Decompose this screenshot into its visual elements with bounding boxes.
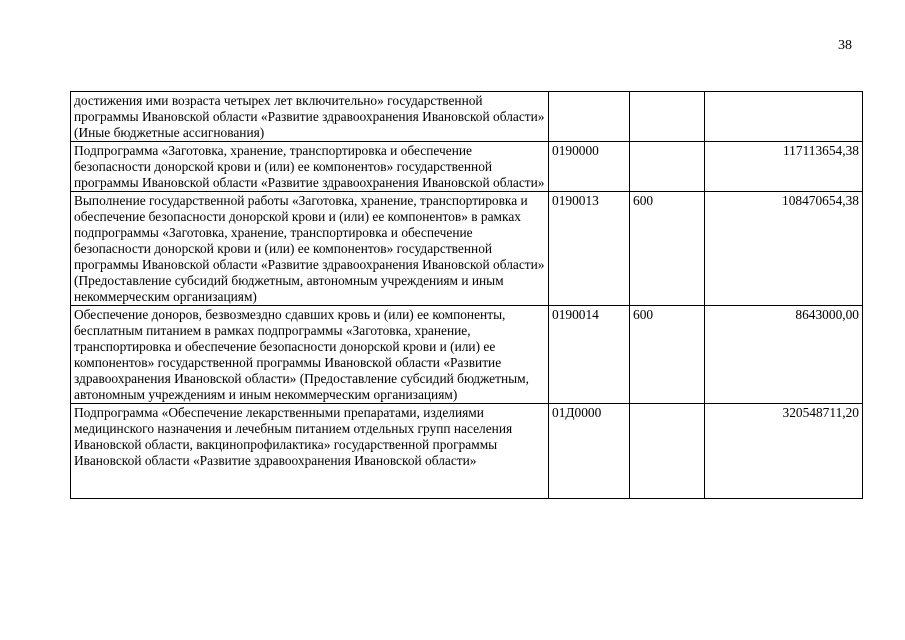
row-amount: 320548711,20 <box>705 404 863 499</box>
row-amount: 8643000,00 <box>705 306 863 404</box>
row-type <box>630 142 705 192</box>
table-row <box>71 404 863 499</box>
row-amount: 117113654,38 <box>705 142 863 192</box>
row-name: Обеспечение доноров, безвозмездно сдавших кровь и (или) ее компоненты, бесплатным питанием в рамках подпрограммы «Заготовка, хранение, транспортировка и обеспечение безопасности донорской крови и (или) ее компонентов» государственной программы Ивановской области «Развитие здравоохранения Ивановской области» (Предоставление субсидий бюджетным, автономным учреждениям и иным некоммерческим организациям) <box>71 306 549 404</box>
row-code: 0190014 <box>549 306 630 404</box>
row-type <box>630 404 705 499</box>
row-amount <box>705 92 863 142</box>
table-row <box>71 142 863 192</box>
row-type: 600 <box>630 192 705 306</box>
row-code: 0190013 <box>549 192 630 306</box>
row-name: достижения ими возраста четырех лет включительно» государственной программы Ивановской области «Развитие здравоохранения Ивановской области» (Иные бюджетные ассигнования) <box>71 92 549 142</box>
row-code: 0190000 <box>549 142 630 192</box>
row-code <box>549 92 630 142</box>
table-row <box>71 192 863 306</box>
row-name: Выполнение государственной работы «Заготовка, хранение, транспортировка и обеспечение безопасности донорской крови и (или) ее компонентов» в рамках подпрограммы «Заготовка, хранение, транспортировка и обеспечение безопасности донорской крови и (или) ее компонентов» государственной программы Ивановской области «Развитие здравоохранения Ивановской области» (Предоставление субсидий бюджетным, автономным учреждениям и иным некоммерческим организациям) <box>71 192 549 306</box>
table-row <box>71 306 863 404</box>
row-name: Подпрограмма «Заготовка, хранение, транспортировка и обеспечение безопасности донорской крови и (или) ее компонентов» государственной программы Ивановской области «Развитие здравоохранения Ивановской области» <box>71 142 549 192</box>
budget-table <box>70 91 863 499</box>
row-type: 600 <box>630 306 705 404</box>
row-amount: 108470654,38 <box>705 192 863 306</box>
table-row <box>71 92 863 142</box>
page-number: 38 <box>838 38 852 53</box>
row-name: Подпрограмма «Обеспечение лекарственными препаратами, изделиями медицинского назначения и лечебным питанием отдельных групп населения Ивановской области, вакцинопрофилактика» государственной программы Ивановской области «Развитие здравоохранения Ивановской области» <box>71 404 549 499</box>
row-code: 01Д0000 <box>549 404 630 499</box>
row-type <box>630 92 705 142</box>
